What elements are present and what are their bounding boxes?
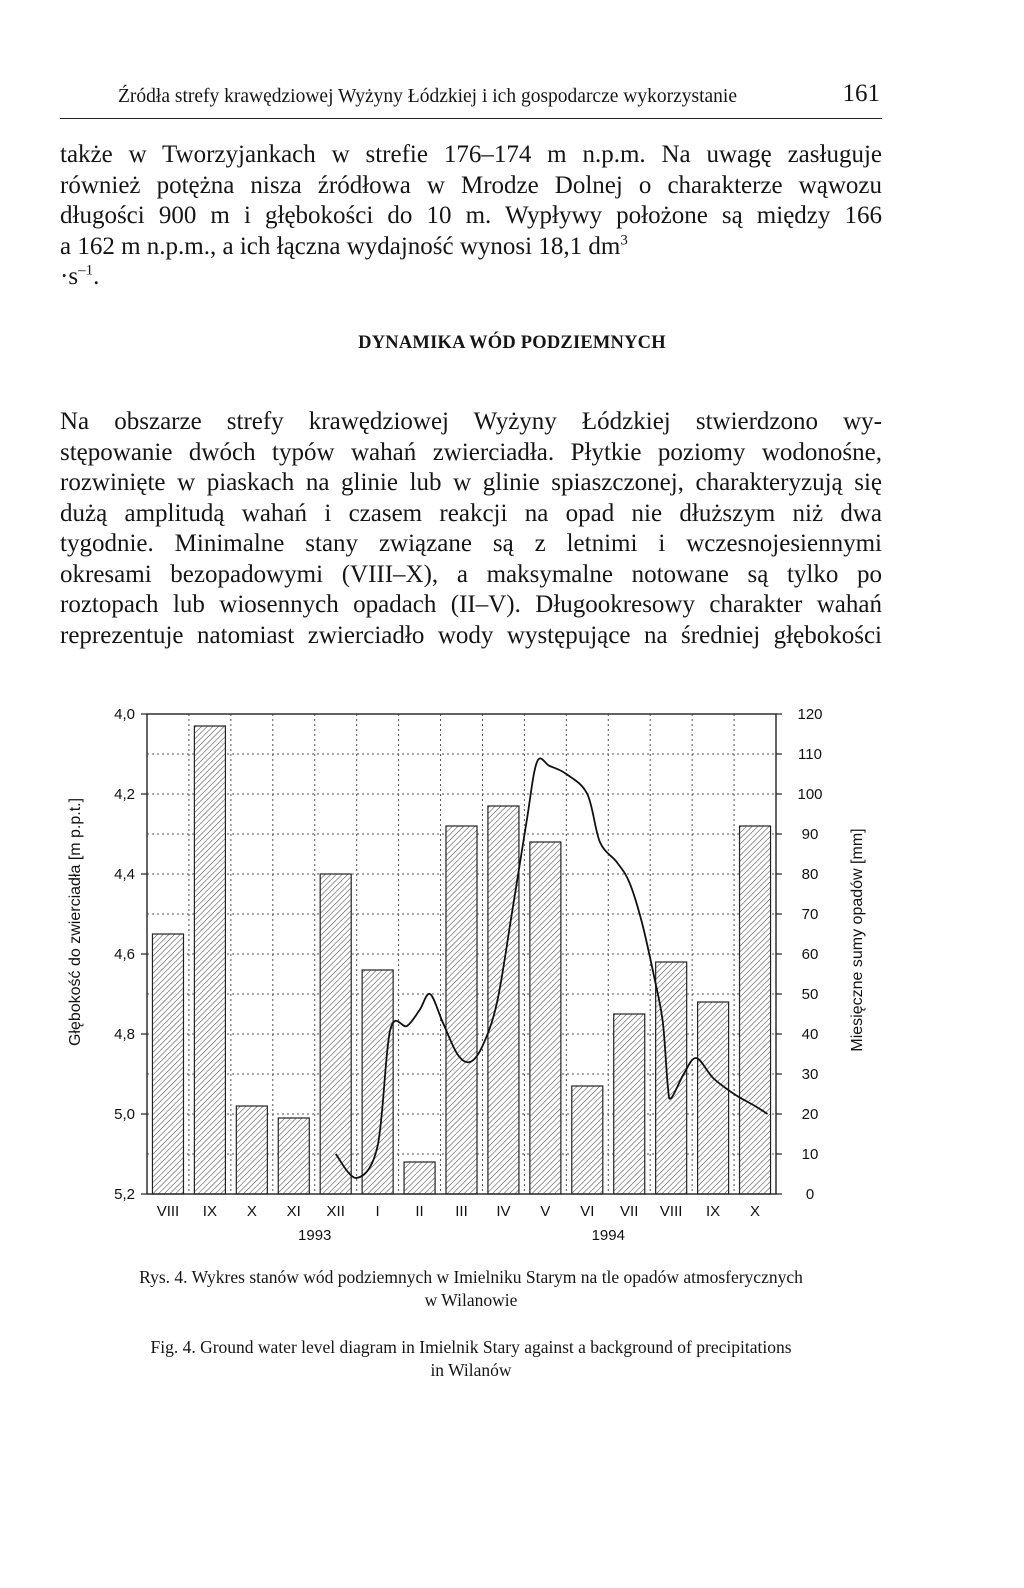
- caption-polish: [60, 1266, 882, 1312]
- paragraph-line: rozwinięte w piaskach na glinie lub w glinie spiaszczonej, charakteryzują się: [60, 469, 882, 496]
- right-tick-label: 110: [798, 746, 822, 763]
- right-tick-label: 10: [801, 1146, 819, 1163]
- caption-line: Rys. 4. Wykres stanów wód podziemnych w Imielniku Starym na tle opadów atmosferycznych: [139, 1267, 803, 1287]
- bar: [320, 874, 351, 1194]
- x-tick-label: IX: [706, 1203, 721, 1220]
- bar: [404, 1162, 435, 1194]
- page-number: 161: [842, 80, 880, 107]
- x-tick-label: VIII: [156, 1203, 180, 1220]
- superscript: –1: [78, 262, 94, 279]
- paragraph-line: długości 900 m i głębokości do 10 m. Wypływy położone są między 166: [60, 202, 882, 229]
- year-labels: [298, 1227, 625, 1244]
- bar: [614, 1014, 645, 1194]
- right-tick-label: 70: [801, 906, 819, 923]
- left-axis-ticks: [114, 706, 147, 1203]
- x-tick-label: X: [750, 1203, 761, 1220]
- paragraph-line: okresami bezopadowymi (VIII–X), a maksymalne notowane są tylko po: [60, 560, 882, 588]
- right-tick-label: 120: [797, 706, 823, 723]
- x-tick-label: III: [455, 1203, 468, 1220]
- y-left-axis-title: Głębokość do zwierciadła [m p.p.t.]: [67, 797, 84, 1047]
- bar: [278, 1118, 309, 1194]
- right-tick-label: 50: [801, 986, 819, 1003]
- paragraph-last-line: [60, 232, 882, 263]
- bar: [488, 806, 519, 1194]
- x-tick-label: IV: [496, 1203, 511, 1220]
- bar: [236, 1106, 267, 1194]
- running-title: Źródła strefy krawędziowej Wyżyny Łódzkiej i ich gospodarcze wykorzystanie: [118, 86, 737, 107]
- x-axis-ticks: [157, 1203, 760, 1220]
- x-tick-label: VI: [580, 1203, 595, 1220]
- right-tick-label: 80: [801, 866, 819, 883]
- right-tick-label: 100: [797, 786, 823, 803]
- x-tick-label: IX: [202, 1203, 217, 1220]
- paragraph-line: także w Tworzyjankach w strefie 176–174 m n.p.m. Na uwagę zasługuje: [60, 141, 882, 168]
- right-tick-label: 20: [801, 1106, 819, 1123]
- paragraph-line: roztopach lub wiosennych opadach (II–V). Długookresowy charakter wahań: [60, 591, 882, 618]
- left-tick-label: 4,0: [114, 706, 135, 723]
- caption-line: w Wilanowie: [424, 1290, 518, 1310]
- bar: [152, 934, 183, 1194]
- x-tick-label: VIII: [659, 1203, 683, 1220]
- right-tick-label: 40: [801, 1026, 819, 1043]
- text-run: .: [93, 263, 100, 290]
- text-run: ·s: [60, 263, 79, 290]
- x-tick-label: II: [415, 1203, 424, 1220]
- year-label: 1994: [591, 1227, 625, 1244]
- paragraph-line: również potężna nisza źródłowa w Mrodze Dolnej o charakterze wąwozu: [60, 171, 882, 199]
- right-tick-label: 90: [801, 826, 819, 843]
- section-heading: DYNAMIKA WÓD PODZIEMNYCH: [358, 333, 666, 353]
- paragraph-line: stępowanie dwóch typów wahań zwierciadła. Płytkie poziomy wodonośne,: [60, 438, 882, 466]
- bar: [698, 1002, 729, 1194]
- paragraph-line: tygodnie. Minimalne stany związane są z letnimi i wczesnojesiennymi: [60, 530, 882, 557]
- right-tick-label: 0: [805, 1186, 815, 1203]
- caption-line: Fig. 4. Ground water level diagram in Imielnik Stary against a background of precipitations: [150, 1337, 792, 1357]
- running-head: [60, 74, 882, 119]
- text-run: a 162 m n.p.m., a ich łączna wydajność wynosi 18,1 dm: [60, 232, 621, 260]
- y-right-axis-title: Miesięczne sumy opadów [mm]: [849, 828, 866, 1052]
- bar: [740, 826, 771, 1194]
- x-tick-label: XII: [326, 1203, 345, 1220]
- x-tick-label: XI: [286, 1203, 301, 1220]
- bar: [362, 970, 393, 1194]
- bar-series: [152, 726, 770, 1194]
- year-label: 1993: [298, 1227, 332, 1244]
- left-tick-label: 4,8: [114, 1026, 135, 1043]
- bar: [194, 726, 225, 1194]
- right-tick-label: 60: [801, 946, 819, 963]
- paragraph-line: Na obszarze strefy krawędziowej Wyżyny Łódzkiej stwierdzono wy-: [60, 408, 882, 435]
- bar: [572, 1086, 603, 1194]
- left-tick-label: 4,2: [114, 786, 135, 803]
- paragraph-1: [60, 140, 882, 293]
- caption-english: [60, 1336, 882, 1382]
- paragraph-2: [60, 407, 882, 651]
- paragraph-line: reprezentuje natomiast zwierciadło wody występujące na średniej głębokości: [60, 621, 882, 649]
- x-tick-label: V: [540, 1203, 551, 1220]
- left-tick-label: 5,0: [114, 1106, 135, 1123]
- x-tick-label: I: [375, 1203, 380, 1220]
- bar: [530, 842, 561, 1194]
- figure-chart: [0, 690, 1024, 1260]
- right-axis-ticks: [776, 706, 823, 1203]
- x-tick-label: X: [246, 1203, 257, 1220]
- caption-line: in Wilanów: [430, 1360, 512, 1380]
- left-tick-label: 5,2: [114, 1186, 135, 1203]
- superscript: 3: [620, 232, 628, 249]
- left-tick-label: 4,6: [114, 946, 135, 963]
- right-tick-label: 30: [801, 1066, 819, 1083]
- bar: [446, 826, 477, 1194]
- left-tick-label: 4,4: [114, 866, 135, 883]
- paragraph-line: dużą amplitudą wahań i czasem reakcji na opad nie dłuższym niż dwa: [60, 499, 882, 527]
- x-tick-label: VII: [620, 1203, 639, 1220]
